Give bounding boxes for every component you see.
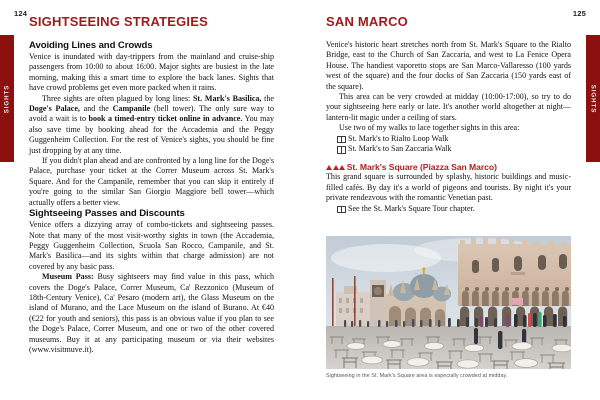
book-icon: [337, 136, 346, 143]
book-icon: [337, 146, 346, 153]
book-icon: [337, 206, 346, 213]
chapter-thumb-tab-right: [586, 35, 600, 162]
sight-cross-reference: [326, 204, 571, 214]
body-paragraph: Venice offers a dizzying array of combo-tickets and sightseeing passes. Note that many of the most visit-worthy sights in town (the Accademia, Peggy Guggenheim Collection, Scuola San Rocco, Campanile, and St. Mark's Basilica—and its sights within that charge admission) are not covered by any basic pass.: [29, 220, 274, 271]
walk-list-item-label: St. Mark's to Rialto Loop Walk: [348, 133, 449, 143]
body-paragraph: Use two of my walks to lace together sights in this area:: [339, 123, 520, 133]
right-page-column: [326, 14, 571, 214]
sight-cross-reference-label: See the St. Mark's Square Tour chapter.: [348, 203, 475, 213]
sight-rating-triangles: [326, 165, 345, 170]
triangle-icon: [333, 165, 339, 170]
body-paragraph: Three sights are often plagued by long lines: St. Mark's Basilica, the Doge's Palace, and the Campanile (bell tower). The only sure way to avoid a wait is to book a timed-entry ticket online in advance. You may also save time by booking ahead for the Accademia and the Peggy Guggenheim Collection. For the rest of Venice's sights, you should be fine just dropping by at any time.: [29, 93, 274, 155]
walk-list-item: [326, 134, 571, 144]
body-paragraph: Venice is inundated with day-trippers from the mainland and cruise-ship passengers from 10:00 to about 16:00. Major sights are busiest in the late morning, making this a smart time to explore the back lanes. Sights that have crowd problems get even more packed when it rains.: [29, 52, 274, 93]
sight-description: This grand square is surrounded by splashy, historic buildings and music-filled cafés. By day it's a world of pigeons and tourists. By night it's your private rendezvous with the romantic Venetian past.: [326, 172, 571, 203]
section-title-left: SIGHTSEEING STRATEGIES: [29, 14, 208, 29]
triangle-icon: [326, 165, 332, 170]
photo-figure: [326, 236, 571, 380]
walk-list-item: [326, 144, 571, 154]
body-paragraph: Venice's historic heart stretches north from St. Mark's Square to the Rialto Bridge, east to the Church of San Zaccaria, and west to La Fenice Opera House. The handiest vaporetto stops are San Marco-Vallaresso (100 yards west of the square) and the four docks of San Zaccaria (150 yards east of the square).: [326, 40, 571, 91]
page-number-right: 125: [572, 9, 586, 18]
chapter-thumb-tab-left-label: SIGHTS: [3, 84, 11, 113]
page-number-left: 124: [14, 9, 28, 18]
chapter-thumb-tab-right-label: SIGHTS: [589, 84, 597, 113]
st-marks-square-photo: [326, 236, 571, 369]
left-page-column: [29, 14, 274, 355]
sub-heading: Sightseeing Passes and Discounts: [29, 208, 185, 220]
sub-heading: Avoiding Lines and Crowds: [29, 40, 153, 51]
body-paragraph: Museum Pass: Busy sightseers may find value in this pass, which covers the Doge's Palace, Correr Museum, Ca' Rezzonico (Museum of 18th-Century Venice), Ca' Pesaro (modern art), the Glass Museum on the island of Murano, and the Lace Museum on the island of Burano. At €40 (€22 for youth and seniors), this pass is an obvious value if you plan to see the Doge's Palace, Correr Museum, and one or two of the other covered museums. Buy it at any participating museum or via their websites (www.visitmuve.it).: [29, 272, 274, 354]
body-paragraph: If you didn't plan ahead and are confronted by a long line for the Doge's Palace, purchase your ticket at the Correr Museum across St. Mark's Square. And for the Campanile, remember that you can skip it entirely if you're going to the similar San Giorgio Maggiore bell tower—which actually offers a better view.: [29, 156, 274, 207]
walk-list-item-label: St. Mark's to San Zaccaria Walk: [348, 144, 452, 154]
left-subsection-list: [29, 40, 274, 355]
photo-caption: Sightseeing in the St. Mark's Square area is especially crowded at midday.: [326, 372, 508, 379]
sight-heading-label: St. Mark's Square (Piazza San Marco): [346, 162, 497, 173]
body-paragraph: This area can be very crowded at midday (10:00-17:00), so try to do your sightseeing here early or late. It's another world altogether at night—lantern-lit magic under a ceiling of stars.: [326, 92, 571, 122]
section-title-right: SAN MARCO: [326, 14, 408, 29]
chapter-thumb-tab-left: [0, 35, 14, 162]
triangle-icon: [339, 165, 345, 170]
sight-heading: [326, 162, 571, 172]
walk-reference-list: [326, 134, 571, 155]
right-intro-paragraphs: [326, 40, 571, 134]
